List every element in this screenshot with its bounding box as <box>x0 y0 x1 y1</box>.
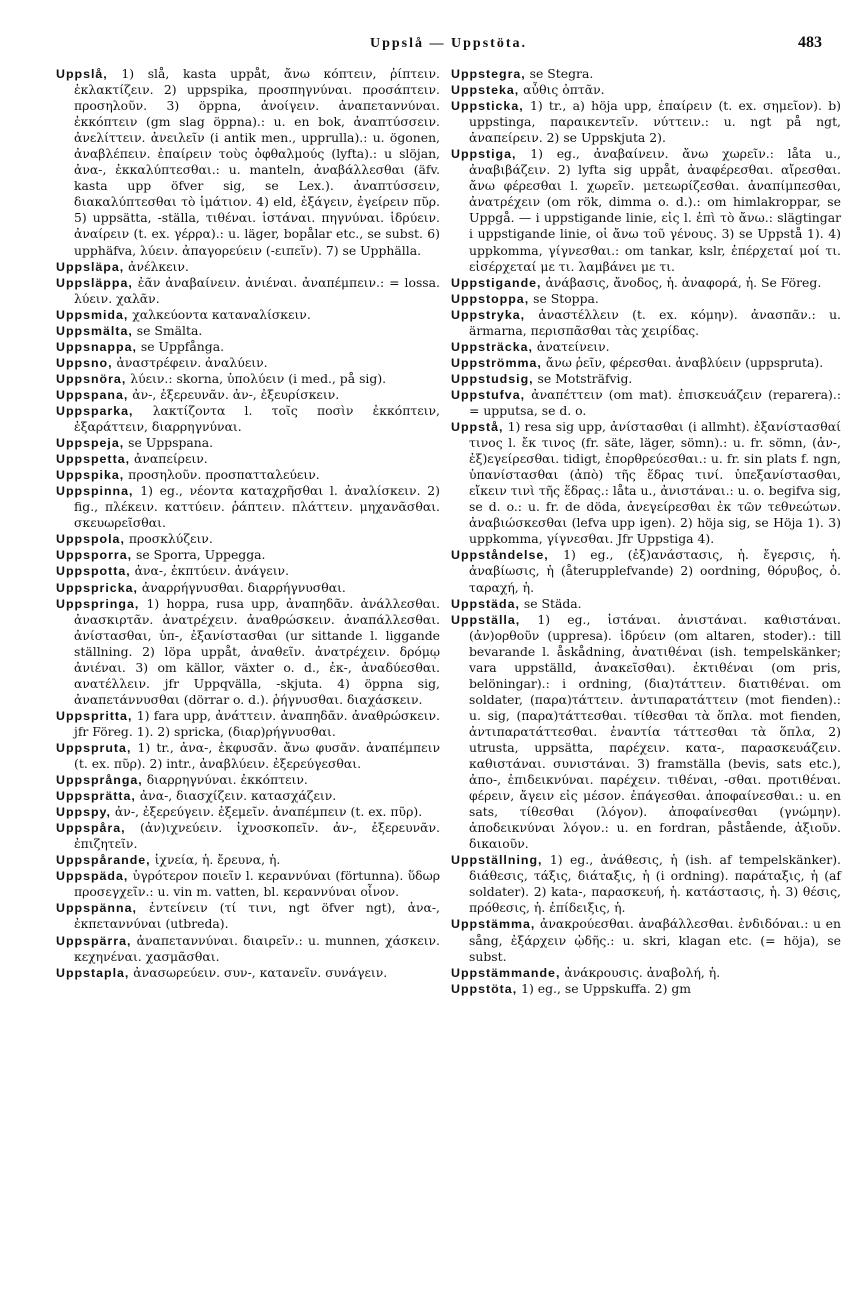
entry-headword: Uppspotta, <box>56 564 131 579</box>
entry-definition: ἀνατείνειν. <box>536 338 610 354</box>
entry-headword: Uppspeja, <box>56 436 125 451</box>
entry-headword: Uppsläpa, <box>56 259 125 274</box>
entry-definition: 1) eg., (ἐξ)ανάστασις, ἡ. ἔγερσις, ἡ. ἀναβίωσις, ἡ (återupplefvande) 2) oordning, θόρυβος, ὁ. ταραχή, ἡ. <box>469 547 841 595</box>
page-number: 483 <box>798 34 822 51</box>
dictionary-entry <box>451 355 841 371</box>
entry-headword: Uppstå, <box>451 420 504 435</box>
dictionary-entry <box>56 275 440 307</box>
entry-headword: Uppstoppa, <box>451 291 530 306</box>
entry-definition: se Smälta. <box>136 322 203 338</box>
entry-headword: Uppsno, <box>56 355 113 370</box>
entry-headword: Uppståndelse, <box>451 548 549 563</box>
entry-definition: ἀνέλκειν. <box>128 258 189 274</box>
dictionary-entry <box>451 387 841 419</box>
entry-definition: ἀνασωρεύειν. συν-, κατανεῖν. συνάγειν. <box>133 964 388 980</box>
dictionary-entry <box>451 82 841 98</box>
dictionary-entry <box>451 291 841 307</box>
dictionary-entry <box>56 804 440 820</box>
entry-headword: Uppspringa, <box>56 596 140 611</box>
dictionary-entry <box>451 981 841 997</box>
entry-definition: ἀν-, ἐξερευνᾶν. ἀν-, ἐξευρίσκειν. <box>132 386 340 402</box>
entry-definition: ἀναπείρειν. <box>133 451 208 467</box>
entry-definition: λακτίζοντα l. τοῖς ποσὶν ἐκκόπτειν, ἐξαράττειν, διαρρηγνύναι. <box>74 402 440 435</box>
dictionary-entry <box>56 355 440 371</box>
dictionary-entry <box>56 820 440 852</box>
entry-definition: προσκλύζειν. <box>128 531 213 547</box>
dictionary-entry <box>56 307 440 323</box>
dictionary-entry <box>56 323 440 339</box>
dictionary-entry <box>56 596 440 708</box>
entry-definition: 1) tr., ἀνα-, ἐκφυσᾶν. ἄνω φυσᾶν. ἀναπέμπειν (t. ex. πῦρ). 2) intr., ἀναβλύειν. ἐξερεύγεσθαι. <box>74 739 440 772</box>
entry-definition: ἀν-, ἐξερεύγειν. ἐξεμεῖν. ἀναπέμπειν (t. ex. πῦρ). <box>114 804 423 820</box>
entry-headword: Uppsmida, <box>56 307 129 322</box>
dictionary-entry <box>56 66 440 259</box>
entry-definition: 1) slå, kasta uppåt, ἄνω κόπτειν, ῥίπτειν. ἐκλακτίζειν. 2) uppspika, προσπηγνύναι. προσάπτειν. προσηλοῦν. 3) öppna, ἀνοίγειν. ἀναπεταννύναι. ἐκκόπτειν (gm slag öppna).: u. en bok, ἀναπτύσσειν. ἀνελίττειν. ἀνειλεῖν (i antik men., upprulla).: u. ögonen, ἀναβλέπειν. ἐπαίρειν τοὺς ὀφθαλμούς (lyfta).: u slöjan, ἀνα-, ἐκκαλύπτεσθαι.: u. manteln, ἀναβάλλεσθαι (äfv. kasta upp öfver sig, se Lex.). ἀναπτύσσειν, διακαλύπτεσθαι τὸ ἱμάτιον. 4) eld, ἐξάγειν, ἐγείρειν πῦρ. 5) uppsätta, -ställa, τιθέναι. ἱστάναι. πηγνύναι. ἱδρύειν. ἀναίρειν (t. ex. γέρρα).: u. läger, bopålar etc., se subst. 6) upphäfva, λύειν. ἀπαγορεύειν (-ειπεῖν). 7) se Upphälla. <box>74 66 440 258</box>
entry-definition: se Motsträfvig. <box>537 370 633 386</box>
dictionary-entry <box>451 339 841 355</box>
entry-definition: ἐντείνειν (τί τινι, ngt öfver ngt), ἀνα-, ἐκπεταννύναι (utbreda). <box>74 900 440 932</box>
dictionary-entry <box>451 965 841 981</box>
entry-headword: Uppspinna, <box>56 484 134 499</box>
entry-definition: ἰχνεία, ἡ. ἔρευνα, ἡ. <box>154 852 281 868</box>
entry-headword: Uppsnöra, <box>56 371 127 386</box>
entry-headword: Uppsparka, <box>56 403 134 418</box>
entry-headword: Uppstäda, <box>451 596 520 611</box>
dictionary-entry <box>56 563 440 579</box>
entry-definition: ἀνάβασις, ἄνοδος, ἡ. ἀναφορά, ἡ. Se Föreg. <box>545 274 822 290</box>
entry-definition: λύειν.: skorna, ὑπολύειν (i med., på sig). <box>130 370 387 386</box>
entry-definition: ἀναρρήγνυσθαι. διαρρήγνυσθαι. <box>141 579 346 595</box>
entry-headword: Uppslå, <box>56 67 108 81</box>
entry-definition: αὖθις ὀπτᾶν. <box>523 82 605 98</box>
entry-definition: ἀνα-, ἐκπτύειν. ἀνάγειν. <box>134 563 290 579</box>
dictionary-entry <box>451 98 841 146</box>
dictionary-entry <box>56 467 440 483</box>
entry-headword: Uppströmma, <box>451 355 542 370</box>
dictionary-entry <box>451 371 841 387</box>
entry-headword: Uppspritta, <box>56 708 133 723</box>
dictionary-entry <box>56 740 440 772</box>
entry-headword: Uppställning, <box>451 853 543 868</box>
entry-headword: Uppspårande, <box>56 853 151 868</box>
entry-headword: Uppspruta, <box>56 740 132 755</box>
entry-definition: ἀνακρούεσθαι. ἀναβάλλεσθαι. ἐνδιδόναι.: u en sång, ἐξάρχειν ᾠδῆς.: u. skri, klagan etc. (= höja), se subst. <box>469 916 841 964</box>
entry-definition: ὑγρότερον ποιεῖν l. κεραννύναι (förtunna). ὕδωρ προσεγχεῖν.: u. vin m. vatten, bl. κεραννύναι οἶνον. <box>74 868 440 900</box>
dictionary-entry <box>56 547 440 563</box>
dictionary-entry <box>56 435 440 451</box>
dictionary-entry <box>451 419 841 547</box>
entry-definition: ἀνα-, διασχίζειν. κατασχάζειν. <box>139 788 337 804</box>
entry-headword: Uppspy, <box>56 805 111 820</box>
entry-headword: Uppstämma, <box>451 917 536 932</box>
dictionary-entry <box>56 933 440 965</box>
entry-headword: Uppspika, <box>56 468 125 483</box>
dictionary-entry <box>56 483 440 531</box>
entry-headword: Uppsträcka, <box>451 339 533 354</box>
entry-definition: se Stegra. <box>529 66 594 81</box>
entry-definition: ἐᾶν ἀναβαίνειν. ἀνιέναι. ἀναπέμπειν.: = lossa. λύειν. χαλᾶν. <box>74 274 440 306</box>
entry-definition: se Sporra, Uppegga. <box>136 547 266 563</box>
dictionary-entry <box>451 596 841 612</box>
dictionary-entry <box>451 275 841 291</box>
entry-headword: Uppsprånga, <box>56 773 143 788</box>
entry-headword: Uppsmälta, <box>56 323 133 338</box>
entry-definition: 1) eg., se Uppskuffa. 2) gm <box>521 980 692 996</box>
dictionary-entry <box>451 66 841 82</box>
entry-headword: Uppsläppa, <box>56 275 133 290</box>
dictionary-entry <box>56 852 440 868</box>
entry-headword: Uppstigande, <box>451 275 542 290</box>
dictionary-entry <box>56 965 440 981</box>
dictionary-entry <box>56 451 440 467</box>
entry-headword: Uppsporra, <box>56 548 133 563</box>
entry-headword: Uppstegra, <box>451 67 526 81</box>
entry-headword: Uppspåra, <box>56 821 126 836</box>
entry-definition: ἀνάκρουσις. ἀναβολή, ἡ. <box>564 964 721 980</box>
dictionary-entry <box>56 259 440 275</box>
entry-headword: Uppställa, <box>451 612 521 627</box>
entry-definition: 1) hoppa, rusa upp, ἀναπηδᾶν. ἀνάλλεσθαι. ἀνασκιρτᾶν. ἀνατρέχειν. ἀναθρώσκειν. ἀναπάλλεσθαι. ἀνίστασθαι, ὑπ-, ἐξανίστασθαι (ur sittande l. liggande ställning. 2) löpa uppåt, ἀναθεῖν. ἀνατρέχειν. δρόμῳ ἀνιέναι. 3) om källor, växter o. d., ἐκ-, ἀναδύεσθαι. ανατέλλειν. jfr Uppqvälla, -skjuta. 4) öppna sig, ἀναπετάννυσθαι (dörrar o. d.). ῥήγνυσθαι. διαχάσκειν. <box>74 595 440 707</box>
entry-definition: 1) eg., νέοντα καταχρῆσθαι l. ἀναλίσκειν. 2) fig., πλέκειν. καττύειν. ῥάπτειν. πλάττειν. μηχανᾶσθαι. σκευωρεῖσθαι. <box>74 483 440 531</box>
entry-headword: Uppstapla, <box>56 965 130 980</box>
entry-headword: Uppspricka, <box>56 580 138 595</box>
dictionary-entry <box>56 788 440 804</box>
entry-headword: Uppsnappa, <box>56 339 137 354</box>
entry-headword: Uppstryka, <box>451 307 526 322</box>
dictionary-entry <box>56 371 440 387</box>
entry-definition: ἀναστέλλειν (t. ex. κόμην). ἀνασπᾶν.: u. ärmarna, περισπᾶσθαι τὰς χειρίδας. <box>469 306 841 338</box>
entry-headword: Uppsticka, <box>451 99 524 114</box>
right-column <box>451 66 841 997</box>
entry-headword: Uppstudsig, <box>451 371 534 386</box>
entry-definition: ἀναπεταννύναι. διαιρεῖν.: u. munnen, χάσκειν. κεχηνέναι. χασμᾶσθαι. <box>74 932 440 964</box>
entry-definition: διαρρηγνύναι. ἐκκόπτειν. <box>146 772 308 788</box>
entry-definition: 1) eg., ἱστάναι. ἀνιστάναι. καθιστάναι. (ἀν)ορθοῦν (uppresa). ἱδρύειν (om altaren, stoder).: till bevarande l. åskådning, ἀνατιθέναι (ish. tempelskänker; vara uppställd, ἀνακεῖσθαι). ἐκτιθέναι (om pris, belöningar).: i ordning, (δια)τάττειν. διατιθέναι. om soldater, (παρα)τάττειν. ἀντιπαρατάττειν (mot fienden).: u. sig, (παρα)τάττεσθαι. τίθεσθαι τὰ ὅπλα. mot fienden, ἀντιπαρατάττεσθαι. ἐναντία τάττεσθαι τὰ ὅπλα, 2) utrusta, uppsätta, παρέχειν. κατα-, παρασκευάζειν. καθιστάναι. συνιστάναι. 3) framställa (bevis, sats etc.), ἀπο-, ἐπιδεικνύναι. παρέχειν. τιθέναι, -σθαι. προτιθέναι. φέρειν, ἄγειν εἰς μέσον. ἐπάγεσθαι. ἀποφαίνεσθαι.: u. en sats, τίθεσθαι (λόγον). ἀποφαίνεσθαι (γνώμην). ἀποδεικνύναι λόγον.: u. en fordran, påstående, ἀξιοῦν. δικαιοῦν. <box>469 611 841 852</box>
entry-headword: Uppstöta, <box>451 981 518 996</box>
entry-definition: προσηλοῦν. προσπατταλεύειν. <box>128 467 320 483</box>
dictionary-entry <box>451 547 841 595</box>
dictionary-entry <box>56 403 440 435</box>
entry-headword: Uppspänna, <box>56 901 137 916</box>
entry-headword: Uppspäda, <box>56 869 129 884</box>
entry-headword: Uppstufva, <box>451 387 526 402</box>
entry-definition: 1) fara upp, ἀνάττειν. ἀναπηδᾶν. ἀναθρώσκειν. jfr Föreg. 1). 2) spricka, (διαρ)ρήγνυσθαι. <box>74 707 440 739</box>
left-column <box>56 66 440 981</box>
dictionary-entry <box>56 531 440 547</box>
entry-definition: 1) eg., ἀναβαίνειν. ἄνω χωρεῖν.: låta u., ἀναβιβάζειν. 2) lyfta sig uppåt, ἀναφέρεσθαι. αἴρεσθαι. ἄνω φέρεσθαι l. χωρεῖν. μετεωρίζεσθαι. ἀναπίμπεσθαι, ἀνατρέχειν (om rök, dimma o. d.).: om himlakroppar, se Uppgå. — i uppstigande linie, εἰς l. ἐπὶ τὸ ἄνω.: slägtingar i uppstigande linie, οἱ ἄνω τοῦ γένους. 3) se Uppstå 1). 4) uppkomma, γίγνεσθαι.: om tankar, kslr, ἐπέρχεταί μοί τι. εἰσέρχεταί με τι. λαμβάνει με τι. <box>469 146 841 274</box>
dictionary-entry <box>451 146 841 274</box>
entry-headword: Uppspana, <box>56 387 129 402</box>
entry-definition: χαλκεύοντα καταναλίσκειν. <box>132 306 311 322</box>
entry-definition: 1) eg., ἀνάθεσις, ἡ (ish. af tempelskänker). διάθεσις, τάξις, διάταξις, ἡ (i ordning). παράταξις, ἡ (af soldater). 2) kata-, παρασκευή, ἡ. κατάστασις, ἡ. 3) θέσις, πρόθεσις, ἡ. ἐπίδειξις, ἡ. <box>469 852 841 916</box>
dictionary-entry <box>56 772 440 788</box>
entry-definition: 1) resa sig upp, ἀνίστασθαι (i allmht). ἐξανίστασθαί τινος l. ἔκ τινος (fr. säte, läger, sömn).: u. fr. sömn, (ἀν-, ἐξ)εγείρεσθαι. tidigt, ἐπορθρεύεσθαι.: u. fr. sin plats f. ngn, ὑπανίστασθαι (ἀπὸ) τῆς ἕδρας τινί. ὑπεξανίστασθαι, εἴκειν τινὶ τῆς ἕδρας.: låta u., ἀνιστάναι.: u. o. begifva sig, se d. o.: u. fr. de döda, ἀνεγείρεσθαι ἐκ τῶν τεθνεώτων. ἀναβιώσκεσθαι (lefva upp igen). 2) höja sig, se Höja 1). 3) uppkomma, γίγνεσθαι. Jfr Uppstiga 4). <box>469 419 841 547</box>
entry-definition: ἀναστρέφειν. ἀναλύειν. <box>116 354 268 370</box>
dictionary-entry <box>451 852 841 916</box>
entry-definition: se Städa. <box>523 595 582 611</box>
dictionary-entry <box>56 580 440 596</box>
entry-definition: ἀναπέττειν (om mat). ἐπισκευάζειν (reparera).: = upputsa, se d. o. <box>469 386 841 418</box>
dictionary-entry <box>56 339 440 355</box>
entry-definition: 1) tr., a) höja upp, ἐπαίρειν (t. ex. σημεῖον). b) uppstinga, παραικεντεῖν. νύττειν.: u. ngt på ngt, ἀναπείρειν. 2) se Uppskjuta 2). <box>469 98 841 146</box>
dictionary-entry <box>451 307 841 339</box>
entry-headword: Uppspola, <box>56 532 125 547</box>
entry-definition: (ἀν)ιχνεύειν. ἰχνοσκοπεῖν. ἀν-, ἐξερευνᾶν. ἐπιζητεῖν. <box>74 820 440 852</box>
entry-headword: Uppspetta, <box>56 452 131 467</box>
dictionary-entry <box>451 612 841 853</box>
entry-headword: Uppsteka, <box>451 83 520 98</box>
entry-headword: Uppstämmande, <box>451 965 561 980</box>
entry-headword: Uppspärra, <box>56 933 132 948</box>
running-head: Uppslå — Uppstöta. <box>370 36 527 51</box>
dictionary-entry <box>56 387 440 403</box>
entry-definition: ἄνω ῥεῖν, φέρεσθαι. ἀναβλύειν (uppspruta). <box>545 354 824 370</box>
dictionary-entry <box>56 868 440 900</box>
entry-definition: se Uppspana. <box>128 435 214 451</box>
dictionary-entry <box>56 708 440 740</box>
dictionary-entry <box>56 900 440 932</box>
entry-headword: Uppstiga, <box>451 147 517 162</box>
entry-definition: se Stoppa. <box>533 290 599 306</box>
dictionary-entry <box>451 916 841 964</box>
entry-definition: se Uppfånga. <box>140 338 225 354</box>
entry-headword: Uppsprätta, <box>56 789 136 804</box>
